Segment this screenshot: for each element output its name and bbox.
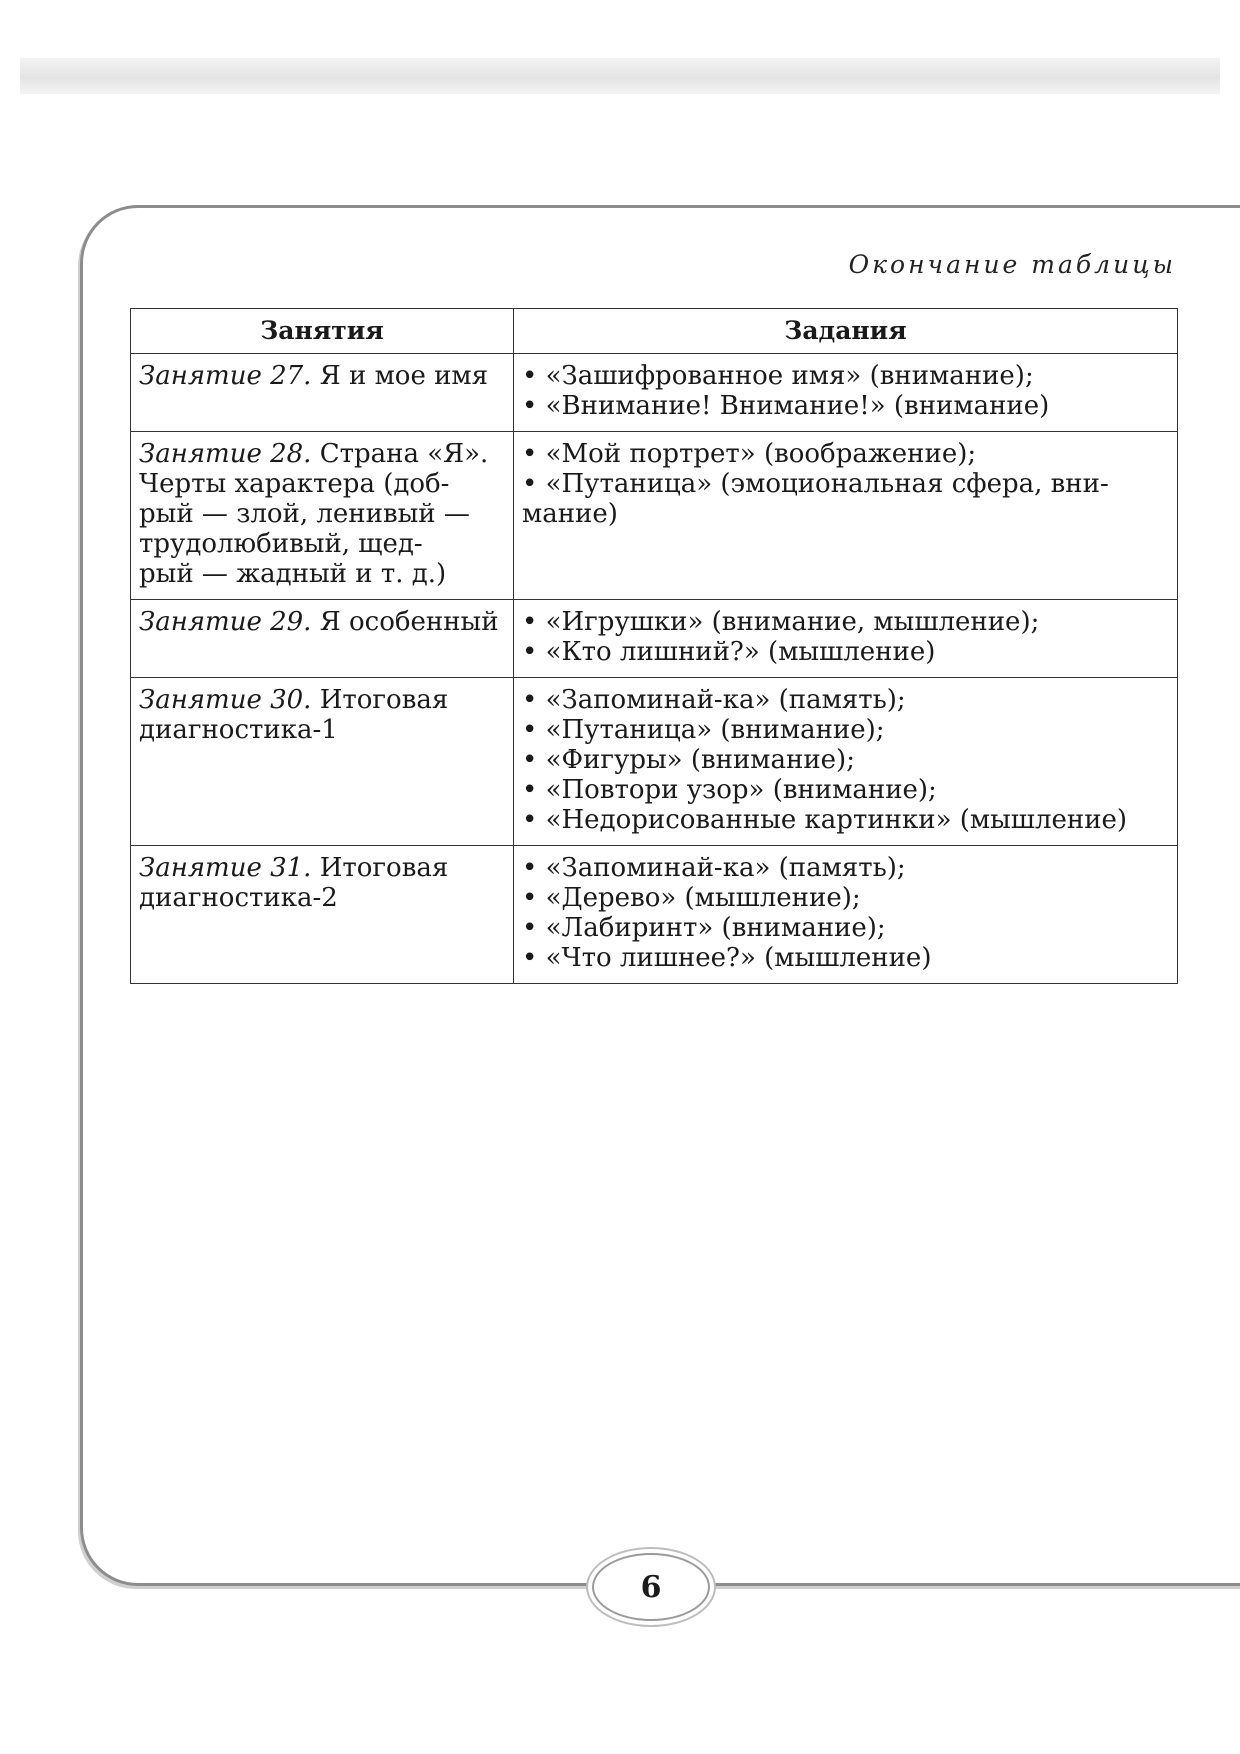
lesson-number: Занятие 28. (139, 439, 312, 469)
table-header-row (131, 309, 1178, 354)
task-item: • «Путаница» (внимание); (522, 715, 885, 745)
table-row (131, 846, 1178, 984)
tasks-cell (514, 846, 1178, 984)
tasks-cell (514, 678, 1178, 846)
lesson-cell (131, 354, 514, 432)
header-tasks: Задания (514, 309, 1178, 354)
lesson-title: Итоговая диагностика-1 (139, 685, 449, 745)
task-item: • «Мой портрет» (воображение); (522, 439, 977, 469)
table-row (131, 432, 1178, 600)
table-row (131, 678, 1178, 846)
table-row (131, 600, 1178, 678)
page-number-badge (592, 1553, 710, 1621)
lesson-cell (131, 600, 514, 678)
task-item: • «Фигуры» (внимание); (522, 745, 855, 775)
task-item: • «Кто лишний?» (мышление) (522, 637, 936, 667)
lesson-cell (131, 846, 514, 984)
task-item: • «Путаница» (эмоциональная сфера, вни- мание) (522, 469, 1109, 529)
tasks-cell (514, 354, 1178, 432)
task-item: • «Внимание! Внимание!» (внимание) (522, 391, 1050, 421)
task-item: • «Зашифрованное имя» (внимание); (522, 361, 1034, 391)
page-number: 6 (640, 1569, 662, 1605)
task-item: • «Игрушки» (внимание, мышление); (522, 607, 1040, 637)
task-item: • «Недорисованные картинки» (мышление) (522, 805, 1128, 835)
table-row (131, 354, 1178, 432)
lessons-table (130, 308, 1178, 984)
task-item: • «Что лишнее?» (мышление) (522, 943, 932, 973)
task-item: • «Запоминай-ка» (память); (522, 685, 906, 715)
lesson-title: Я и мое имя (311, 361, 489, 391)
top-shadow-band (20, 58, 1220, 94)
task-item: • «Дерево» (мышление); (522, 883, 861, 913)
task-item: • «Запоминай-ка» (память); (522, 853, 906, 883)
lesson-number: Занятие 27. (139, 361, 312, 391)
lesson-title: Страна «Я». Черты характера (доб- рый — злой, ленивый — трудолюбивый, щед- рый — жадный и т. д.) (139, 439, 489, 589)
table-continuation-caption: Окончание таблицы (848, 250, 1176, 279)
tasks-cell (514, 432, 1178, 600)
lesson-number: Занятие 29. (139, 607, 312, 637)
task-item: • «Повтори узор» (внимание); (522, 775, 937, 805)
lesson-cell (131, 678, 514, 846)
header-lessons: Занятия (131, 309, 514, 354)
task-item: • «Лабиринт» (внимание); (522, 913, 886, 943)
lesson-title: Итоговая диагностика-2 (139, 853, 449, 913)
lesson-number: Занятие 30. (139, 685, 312, 715)
lesson-cell (131, 432, 514, 600)
tasks-cell (514, 600, 1178, 678)
lesson-title: Я особенный (311, 607, 499, 637)
lesson-number: Занятие 31. (139, 853, 312, 883)
